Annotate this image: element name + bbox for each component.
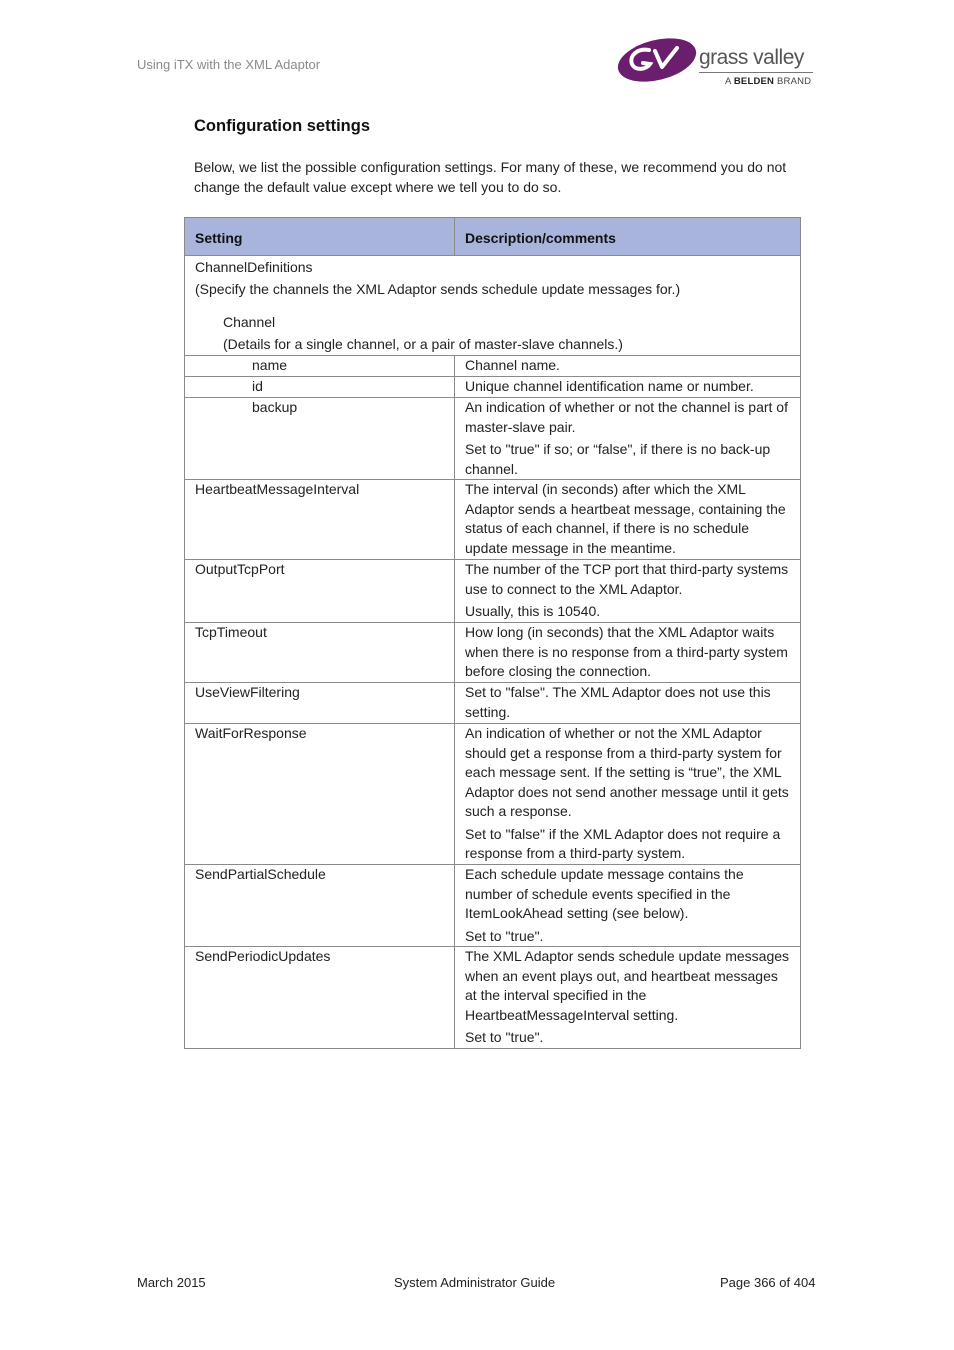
group-note: (Specify the channels the XML Adaptor sends schedule update messages for.) — [195, 281, 681, 297]
description-cell — [455, 947, 801, 1049]
setting-cell — [185, 623, 455, 683]
group-cell — [185, 256, 801, 356]
description-cell — [455, 398, 801, 480]
setting-cell — [185, 724, 455, 865]
brand-sub — [725, 76, 811, 87]
table-row — [185, 356, 801, 377]
setting-cell — [185, 865, 455, 947]
running-head: Using iTX with the XML Adaptor — [137, 57, 321, 72]
description-text: An indication of whether or not the XML Adaptor should get a response from a third-party system for each message sent. If the setting is “true”, the XML Adaptor does not send another message until it gets such a response. — [465, 725, 789, 819]
description-text: Set to "true". — [465, 927, 544, 944]
brand-rule — [699, 72, 813, 73]
description-cell — [455, 865, 801, 947]
setting-cell — [185, 377, 455, 398]
setting-name: TcpTimeout — [195, 624, 267, 640]
description-text: An indication of whether or not the channel is part of master-slave pair. — [465, 399, 788, 435]
description-cell — [455, 377, 801, 398]
brand-sub-prefix: A — [725, 76, 732, 87]
setting-cell — [185, 480, 455, 560]
description-cell — [455, 724, 801, 865]
description-text: Set to "false". The XML Adaptor does not use this setting. — [465, 684, 771, 720]
table-row — [185, 865, 801, 947]
setting-cell — [185, 947, 455, 1049]
description-text: Unique channel identification name or number. — [465, 378, 754, 394]
description-cell — [455, 683, 801, 724]
table-row — [185, 560, 801, 623]
intro-paragraph: Below, we list the possible configuration settings. For many of these, we recommend you do not change the default value except where we tell you to do so. — [194, 159, 787, 195]
description-cell — [455, 560, 801, 623]
description-cell — [455, 623, 801, 683]
description-text: Set to "true". — [465, 1029, 544, 1045]
setting-name: UseViewFiltering — [195, 684, 300, 700]
brand-name: grass valley — [699, 46, 804, 69]
section-heading: Configuration settings — [194, 117, 370, 135]
table-row — [185, 724, 801, 865]
setting-name: SendPartialSchedule — [195, 866, 326, 882]
footer-page: Page 366 of 404 — [720, 1275, 816, 1290]
table-row — [185, 398, 801, 480]
footer-title: System Administrator Guide — [394, 1275, 556, 1290]
setting-cell — [185, 683, 455, 724]
description-text: The XML Adaptor sends schedule update messages when an event plays out, and heartbeat messages at the interval specified in the HeartbeatMessageInterval setting. — [465, 948, 790, 1023]
logo-mark-icon — [615, 36, 699, 86]
group-child-name: Channel — [223, 314, 276, 330]
setting-name: id — [252, 378, 263, 394]
table-row — [185, 377, 801, 398]
setting-name: name — [252, 357, 288, 373]
setting-cell — [185, 356, 455, 377]
description-cell — [455, 356, 801, 377]
setting-name: OutputTcpPort — [195, 561, 285, 577]
setting-name: HeartbeatMessageInterval — [195, 481, 360, 497]
footer-date: March 2015 — [137, 1275, 206, 1290]
description-text: Set to "false" if the XML Adaptor does not require a response from a third-party system. — [465, 825, 781, 861]
setting-cell — [185, 560, 455, 623]
description-text: The interval (in seconds) after which the XML Adaptor sends a heartbeat message, containing the status of each channel, if there is no schedule update message in the meantime. — [465, 481, 786, 556]
table-header-row — [185, 218, 801, 256]
group-child-note: (Details for a single channel, or a pair of master-slave channels.) — [223, 336, 623, 352]
description-text: Set to "true" if so; or “false", if there is no back-up channel. — [465, 441, 771, 477]
description-text: Each schedule update message contains the number of schedule events specified in the ItemLookAhead setting (see below). — [465, 866, 744, 921]
setting-cell — [185, 398, 455, 480]
table-row — [185, 480, 801, 560]
description-cell — [455, 480, 801, 560]
table-row — [185, 683, 801, 724]
setting-name: WaitForResponse — [195, 725, 307, 741]
table-row — [185, 623, 801, 683]
settings-table — [184, 217, 801, 1049]
group-row — [185, 256, 801, 356]
description-text: Usually, this is 10540. — [465, 603, 601, 619]
description-text: How long (in seconds) that the XML Adaptor waits when there is no response from a third-party system before closing the connection. — [465, 624, 788, 679]
column-header-setting: Setting — [185, 218, 455, 256]
brand-sub-suffix: BRAND — [776, 76, 812, 87]
setting-name: backup — [252, 399, 298, 415]
description-text: Channel name. — [465, 357, 560, 373]
grass-valley-logo — [615, 36, 820, 92]
brand-sub-bold: BELDEN — [733, 76, 775, 87]
group-name: ChannelDefinitions — [195, 259, 313, 275]
table-row — [185, 947, 801, 1049]
description-text: The number of the TCP port that third-party systems use to connect to the XML Adaptor. — [465, 561, 789, 597]
setting-name: SendPeriodicUpdates — [195, 948, 331, 964]
column-header-description: Description/comments — [455, 218, 801, 256]
